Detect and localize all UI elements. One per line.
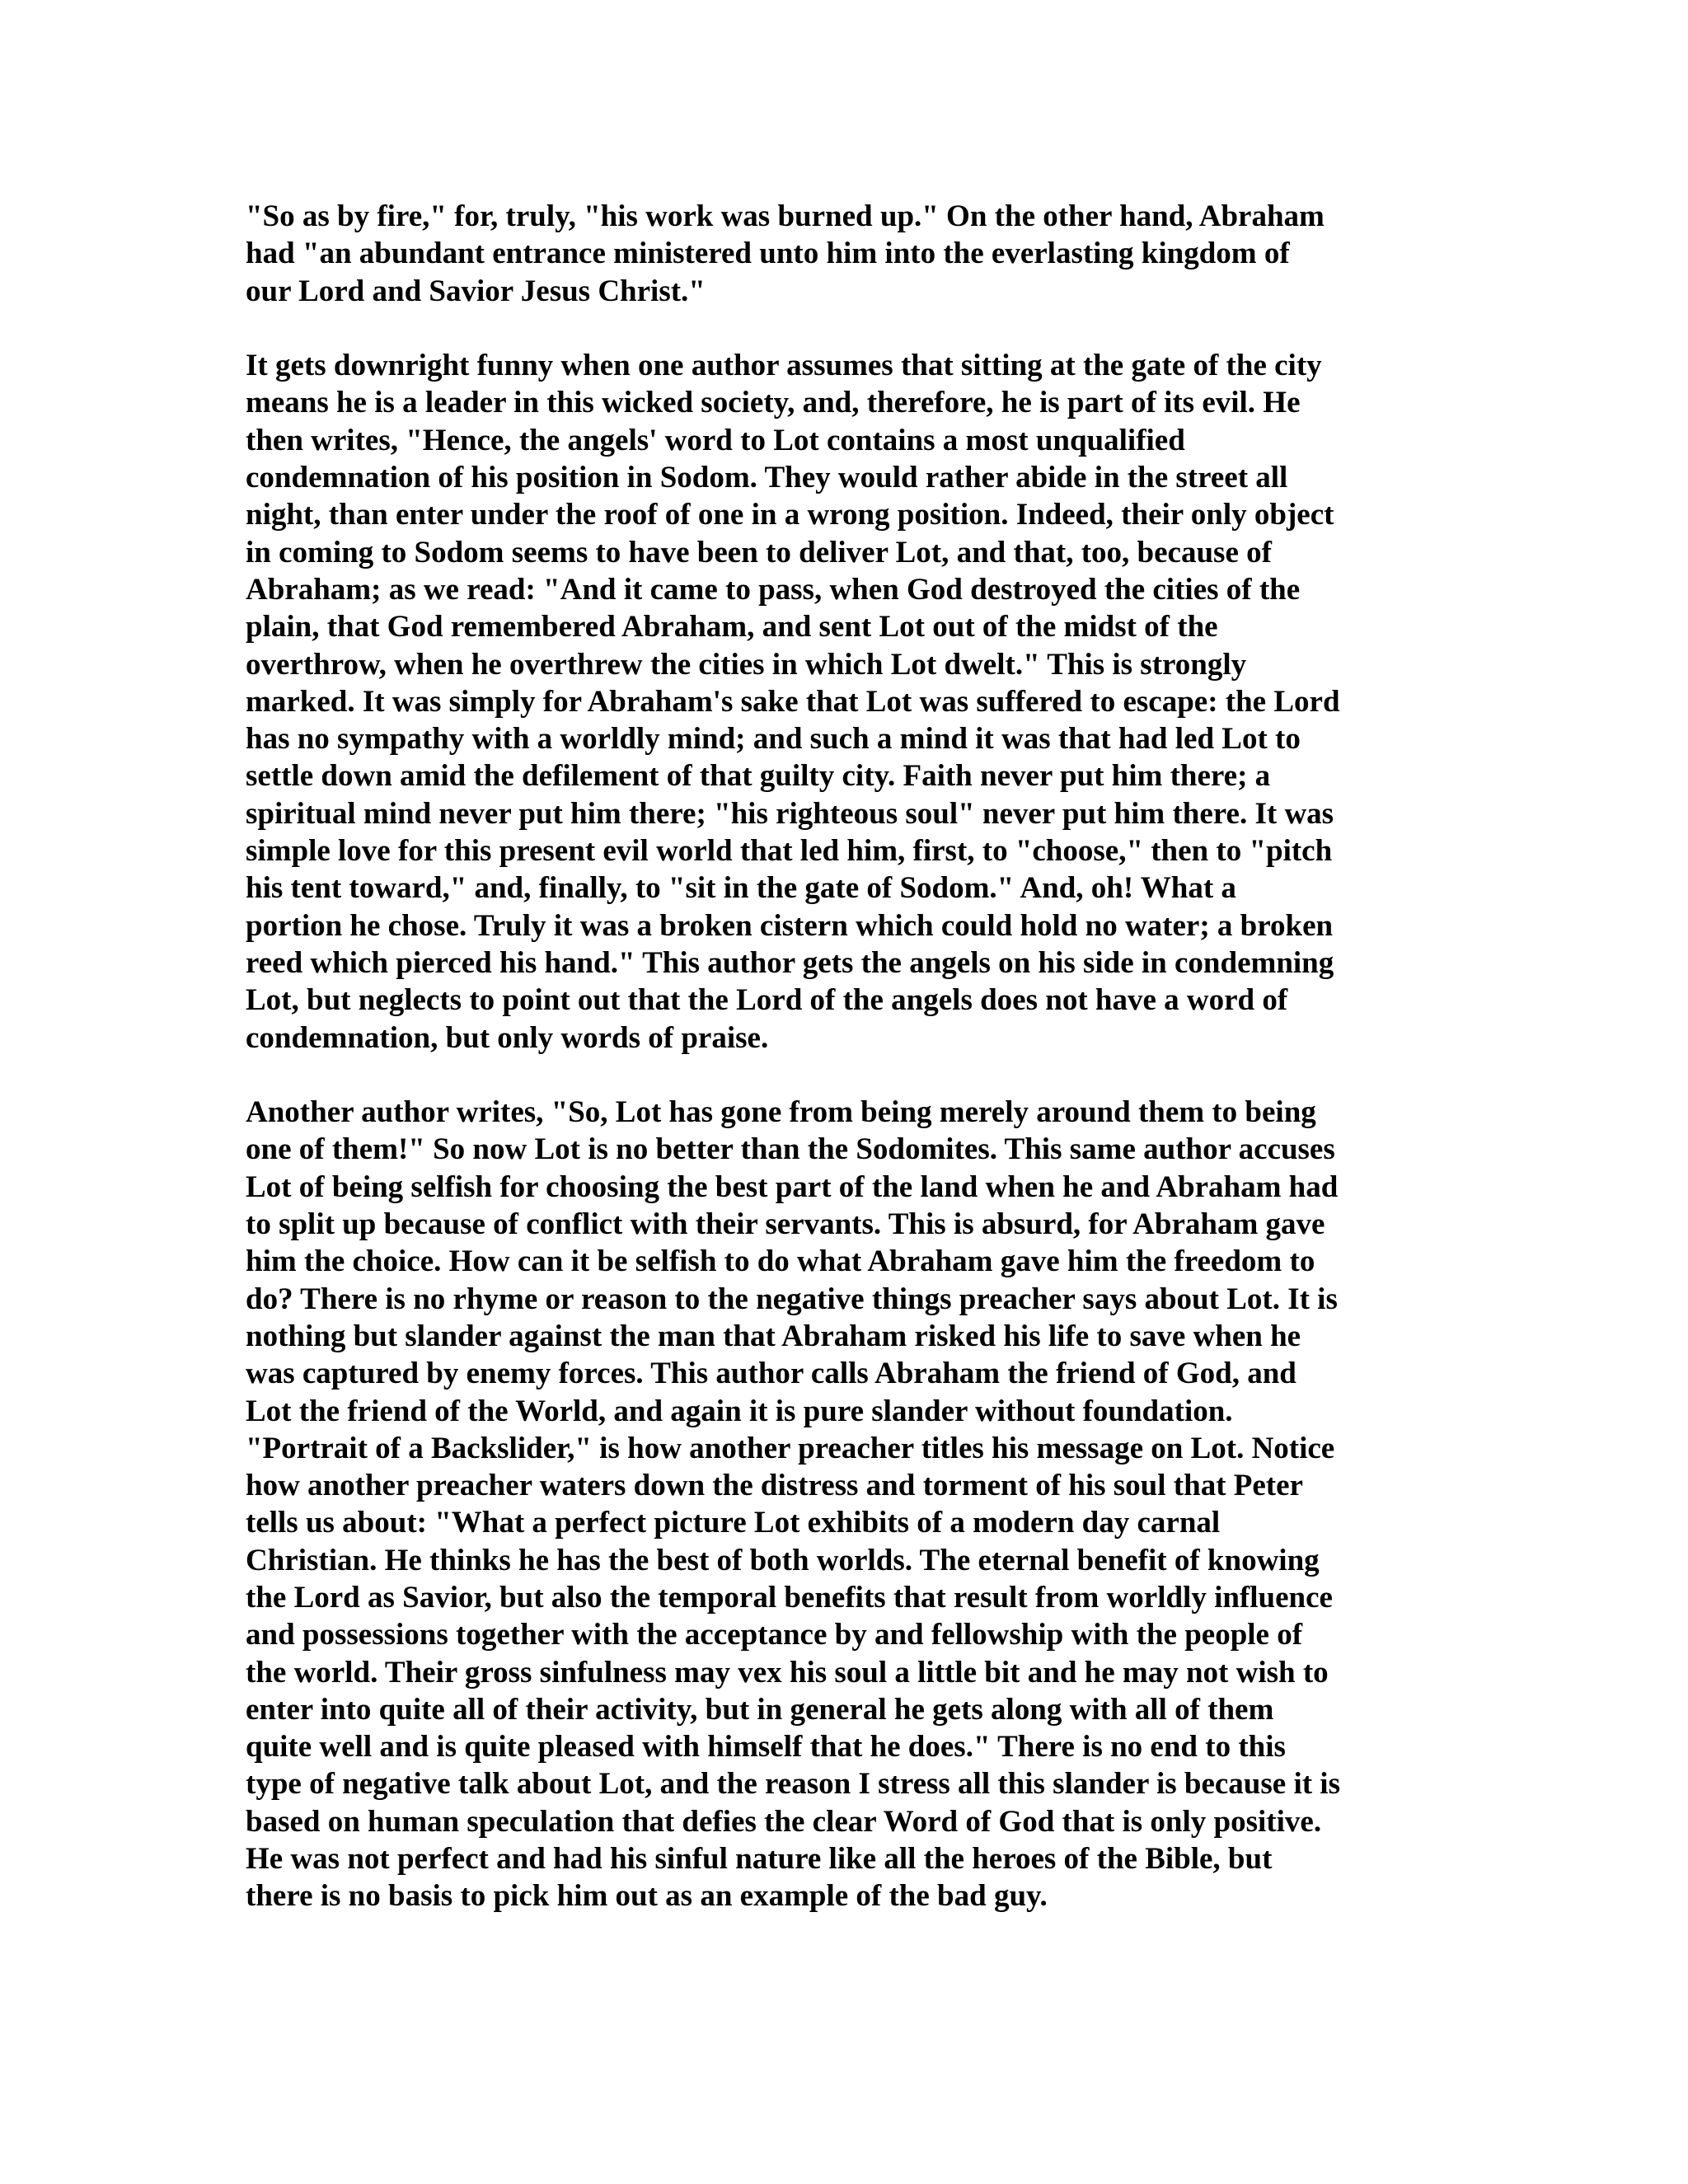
body-text: [246, 198, 1449, 1915]
paragraph-3: Another author writes, "So, Lot has gone from being merely around them to being one of them!" So now Lot is no better than the Sodomites. This same author accuses Lot of being selfish for choosing the best part of the land when he and Abraham had to split up because of conflict with their servants. This is absurd, for Abraham gave him the choice. How can it be selfish to do what Abraham gave him the freedom to do? There is no rhyme or reason to the negative things preacher says about Lot. It is nothing but slander against the man that Abraham risked his life to save when he was captured by enemy forces. This author calls Abraham the friend of God, and Lot the friend of the World, and again it is pure slander without foundation. "Portrait of a Backslider," is how another preacher titles his message on Lot. Notice how another preacher waters down the distress and torment of his soul that Peter tells us about: "What a perfect picture Lot exhibits of a modern day carnal Christian. He thinks he has the best of both worlds. The eternal benefit of knowing the Lord as Savior, but also the temporal benefits that result from worldly influence and possessions together with the acceptance by and fellowship with the people of the world. Their gross sinfulness may vex his soul a little bit and he may not wish to enter into quite all of their activity, but in general he gets along with all of them quite well and is quite pleased with himself that he does." There is no end to this type of negative talk about Lot, and the reason I stress all this slander is because it is based on human speculation that defies the clear Word of God that is only positive. He was not perfect and had his sinful nature like all the heroes of the Bible, but there is no basis to pick him out as an example of the bad guy.: [246, 1095, 1340, 1914]
paragraph-2: It gets downright funny when one author assumes that sitting at the gate of the city means he is a leader in this wicked society, and, therefore, he is part of its evil. He then writes, "Hence, the angels' word to Lot contains a most unqualified condemnation of his position in Sodom. They would rather abide in the street all night, than enter under the roof of one in a wrong position. Indeed, their only object in coming to Sodom seems to have been to deliver Lot, and that, too, because of Abraham; as we read: "And it came to pass, when God destroyed the cities of the plain, that God remembered Abraham, and sent Lot out of the midst of the overthrow, when he overthrew the cities in which Lot dwelt." This is strongly marked. It was simply for Abraham's sake that Lot was suffered to escape: the Lord has no sympathy with a worldly mind; and such a mind it was that had led Lot to settle down amid the defilement of that guilty city. Faith never put him there; a spiritual mind never put him there; "his righteous soul" never put him there. It was simple love for this present evil world that led him, first, to "choose," then to "pitch his tent toward," and, finally, to "sit in the gate of Sodom." And, oh! What a portion he chose. Truly it was a broken cistern which could hold no water; a broken reed which pierced his hand." This author gets the angels on his side in condemning Lot, but neglects to point out that the Lord of the angels does not have a word of condemnation, but only words of praise.: [246, 349, 1340, 1055]
paragraph-1: "So as by fire," for, truly, "his work was burned up." On the other hand, Abraham had "an abundant entrance ministered unto him into the everlasting kingdom of our Lord and Savior Jesus Christ.": [246, 199, 1325, 308]
